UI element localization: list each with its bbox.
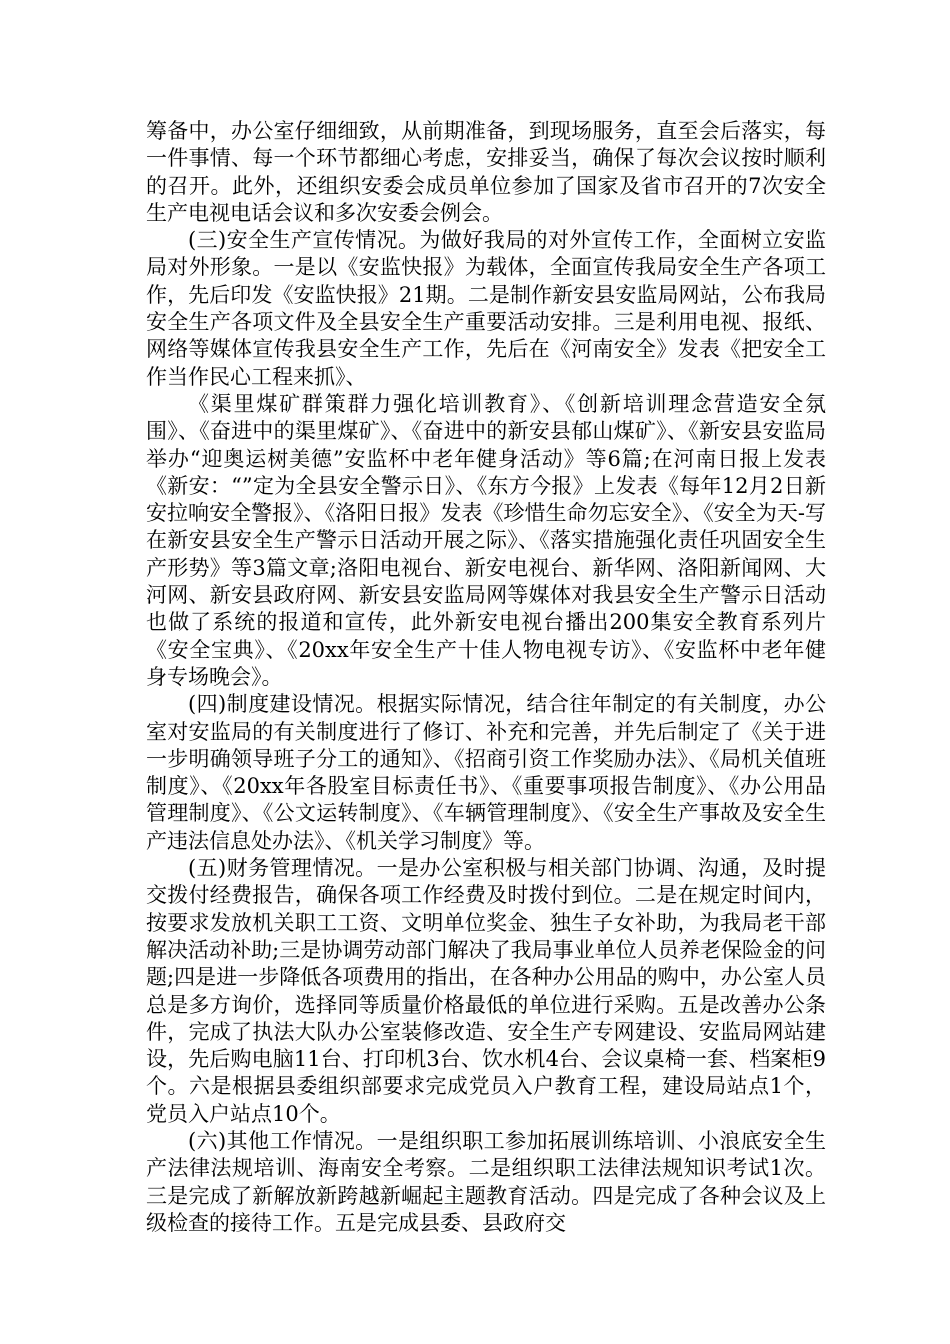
paragraph-finance: (五)财务管理情况。一是办公室积极与相关部门协调、沟通，及时提交拨付经费报告，确保各项工作经费及时拨付到位。二是在规定时间内，按要求发放机关职工工资、文明单位奖金、独生子女补助，为我局老干部解决活动补助;三是协调劳动部门解决了我局事业单位人员养老保险金的问题;四是进一步降低各项费用的指出，在各种办公用品的购中，办公室人员总是多方询价，选择同等质量价格最低的单位进行采购。五是改善办公条件，完成了执法大队办公室装修改造、安全生产专网建设、安监局网站建设，先后购电脑11台、打印机3台、饮水机4台、会议桌椅一套、档案柜9个。六是根据县委组织部要求完成党员入户教育工程，建设局站点1个，党员入户站点10个。	[146, 856, 826, 1126]
document-body	[146, 118, 826, 1237]
paragraph-publicity: (三)安全生产宣传情况。为做好我局的对外宣传工作，全面树立安监局对外形象。一是以《安监快报》为载体，全面宣传我局安全生产各项工作，先后印发《安监快报》21期。二是制作新安县安监局网站，公布我局安全生产各项文件及全县安全生产重要活动安排。三是利用电视、报纸、网络等媒体宣传我县安全生产工作，先后在《河南安全》发表《把安全工作当作民心工程来抓》、	[146, 228, 826, 389]
paragraph-system-building: (四)制度建设情况。根据实际情况，结合往年制定的有关制度，办公室对安监局的有关制度进行了修订、补充和完善，并先后制定了《关于进一步明确领导班子分工的通知》、《招商引资工作奖励办法》、《局机关值班制度》、《20xx年各股室目标责任书》、《重要事项报告制度》、《办公用品管理制度》、《公文运转制度》、《车辆管理制度》、《安全生产事故及安全生产违法信息处办法》、《机关学习制度》等。	[146, 692, 826, 853]
paragraph-other-work: (六)其他工作情况。一是组织职工参加拓展训练培训、小浪底安全生产法律法规培训、海南安全考察。二是组织职工法律法规知识考试1次。三是完成了新解放新跨越新崛起主题教育活动。四是完成了各种会议及上级检查的接待工作。五是完成县委、县政府交	[146, 1128, 826, 1235]
paragraph-publicity-articles: 《渠里煤矿群策群力强化培训教育》、《创新培训理念营造安全氛围》、《奋进中的渠里煤矿》、《奋进中的新安县郁山煤矿》、《新安县安监局举办“迎奥运树美德”安监杯中老年健身活动》等6篇;在河南日报上发表《新安：“”定为全县安全警示日》、《东方今报》上发表《每年12月2日新安拉响安全警报》、《洛阳日报》发表《珍惜生命勿忘安全》、《安全为天-写在新安县安全生产警示日活动开展之际》、《落实措施强化责任巩固安全生产形势》等3篇文章;洛阳电视台、新安电视台、新华网、洛阳新闻网、大河网、新安县政府网、新安县安监局网等媒体对我县安全生产警示日活动也做了系统的报道和宣传，此外新安电视台播出200集安全教育系列片《安全宝典》、《20xx年安全生产十佳人物电视专访》、《安监杯中老年健身专场晚会》。	[146, 391, 826, 689]
paragraph-meeting-prep: 筹备中，办公室仔细细致，从前期准备，到现场服务，直至会后落实，每一件事情、每一个环节都细心考虑，安排妥当，确保了每次会议按时顺利的召开。此外，还组织安委会成员单位参加了国家及省市召开的7次安全生产电视电话会议和多次安委会例会。	[146, 119, 826, 225]
